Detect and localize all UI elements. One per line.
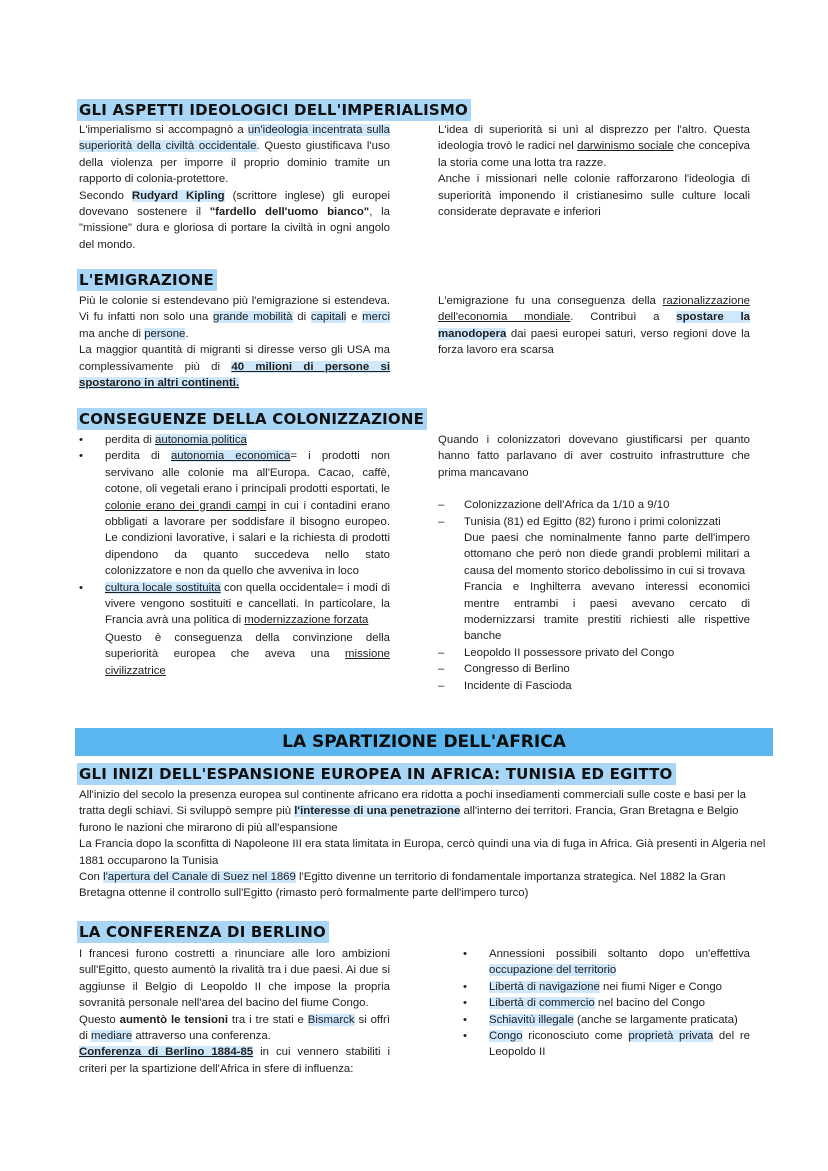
highlight: 40 milioni di persone si spostarono in altri continenti.	[79, 360, 391, 390]
heading-ideologici	[77, 99, 471, 121]
inizi-body	[79, 787, 773, 902]
dash-icon: –	[438, 646, 445, 659]
ideologici-right-column	[438, 122, 750, 220]
bullet-list	[463, 946, 750, 1061]
dash-icon: –	[438, 679, 445, 692]
paragraph: L'idea di superiorità si unì al disprezzo per l'altro. Questa ideologia trovò le radici nel darwinismo sociale che concepiva la storia come una lotta tra razze.	[438, 124, 750, 169]
ideologici-left-column	[79, 122, 390, 253]
paragraph: Questo aumentò le tensioni tra i tre stati e Bismarck si offrì di mediare attraverso una conferenza.	[79, 1013, 390, 1043]
paragraph: All'inizio del secolo la presenza europea sul continente africano era ridotta a pochi insediamenti commerciali sulle coste e basi per la tratta degli schiavi. Si sviluppò sempre più l'interesse di una penetrazione all'interno dei territori. Francia, Gran Bretagna e Belgio furono le nazioni che mirarono di più all'espansione	[79, 789, 746, 834]
list-item: – Incidente di Fascioda	[438, 678, 750, 694]
berlino-left-column	[79, 946, 390, 1077]
list-item: • perdita di autonomia economica= i prodotti non servivano alle colonie ma all'Europa. Cacao, caffè, cotone, oli vegetali erano i principali prodotti esportati, le colonie erano dei grandi campi in cui i contadini erano obbligati a lavorare per soddisfare il bisogno europeo. Le condizioni lavorative, i salari e la richiesta di prodotti dipendono da quanto succedeva nello stato colonizzatore e non da quello che avveniva in loco	[79, 450, 391, 578]
emigrazione-left-column	[79, 293, 390, 391]
paragraph: La maggior quantità di migranti si diresse verso gli USA ma complessivamente più di 40 milioni di persone si spostarono in altri continenti.	[79, 344, 391, 390]
highlight: un'ideologia incentrata sulla superiorità della civiltà occidentale	[79, 124, 390, 153]
section-title: L'EMIGRAZIONE	[77, 269, 217, 291]
list-item: • Schiavitù illegale (anche se largamente praticata)	[463, 1012, 750, 1028]
list-item: • Libertà di navigazione nei fiumi Niger e Congo	[463, 979, 750, 995]
paragraph: Più le colonie si estendevano più l'emigrazione si estendeva. Vi fu infatti non solo una grande mobilità di capitali e merci ma anche di persone.	[79, 295, 390, 340]
list-item: • perdita di autonomia politica	[79, 432, 390, 448]
highlight: Rudyard Kipling	[131, 189, 225, 202]
bullet-icon: •	[463, 980, 467, 993]
paragraph: Due paesi che nominalmente fanno parte dell'impero ottomano che però non diede grandi problemi militari a causa del momento storico debolissimo in cui si trovava	[464, 532, 750, 577]
list-item: • Annessioni possibili soltanto dopo un'effettiva occupazione del territorio	[463, 948, 750, 977]
dash-icon: –	[438, 499, 445, 512]
bullet-icon: •	[79, 434, 83, 446]
bullet-icon: •	[463, 1013, 467, 1026]
section-title: CONSEGUENZE DELLA COLONIZZAZIONE	[77, 408, 427, 430]
conseguenze-right-column	[438, 432, 750, 694]
paragraph: L'imperialismo si accompagnò a un'ideologia incentrata sulla superiorità della civiltà occidentale. Questo giustificava l'uso della violenza per imporre il proprio dominio tramite un rapporto di colonia-protettore.	[79, 124, 390, 186]
section-title: GLI INIZI DELL'ESPANSIONE EUROPEA IN AFRICA: TUNISIA ED EGITTO	[77, 763, 676, 785]
bold-text: "fardello dell'uomo bianco"	[209, 206, 370, 219]
bullet-icon: •	[463, 1030, 467, 1043]
bullet-list	[79, 432, 390, 679]
paragraph: Quando i colonizzatori dovevano giustificarsi per quanto hanno fatto parlavano di aver costruito infrastrutture che prima mancavano	[438, 434, 750, 479]
heading-berlino	[77, 921, 329, 943]
dash-icon: –	[438, 515, 445, 528]
bullet-icon: •	[79, 450, 83, 463]
paragraph: Francia e Inghilterra avevano interessi economici mentre entrambi i paesi avevano cercato di modernizzarsi tramite prestiti richiesti alle rispettive banche	[464, 581, 750, 643]
conseguenze-left-column	[79, 432, 390, 679]
section-title: LA CONFERENZA DI BERLINO	[77, 921, 329, 943]
list-item: • cultura locale sostituita con quella occidentale= i modi di vivere vengono sostituiti e cancellati. In particolare, la Francia avrà una politica di modernizzazione forzata Questo è conseguenza della convinzione della superiorità europea che aveva una missione civilizzatrice	[79, 580, 390, 679]
paragraph: Questo è conseguenza della convinzione della superiorità europea che aveva una missione civilizzatrice	[105, 631, 390, 677]
section-title: GLI ASPETTI IDEOLOGICI DELL'IMPERIALISMO	[77, 99, 471, 121]
bullet-icon: •	[463, 948, 467, 960]
paragraph: L'emigrazione fu una conseguenza della razionalizzazione dell'economia mondiale. Contribuì a spostare la manodopera dai paesi europei saturi, verso regioni dove la forza lavoro era scarsa	[438, 295, 750, 357]
paragraph: Con l'apertura del Canale di Suez nel 1869 l'Egitto divenne un territorio di fondamentale importanza strategica. Nel 1882 la Gran Bretagna ottenne il controllo sull'Egitto (rimasto però formalmente parte dell'impero turco)	[79, 871, 726, 900]
list-item: • Congo riconosciuto come proprietà privata del re Leopoldo II	[463, 1030, 750, 1059]
underlined-text: darwinismo sociale	[577, 140, 674, 153]
paragraph: La Francia dopo la sconfitta di Napoleone III era stata limitata in Europa, cercò quindi una via di fuga in Africa. Già presenti in Algeria nel 1881 occuparono la Tunisia	[79, 838, 766, 867]
emigrazione-right-column	[438, 293, 750, 359]
bullet-icon: •	[463, 997, 467, 1010]
paragraph: Secondo Rudyard Kipling (scrittore inglese) gli europei dovevano sostenere il "fardello dell'uomo bianco", la "missione" dura e gloriosa di portare la civiltà in ogni angolo del mondo.	[79, 189, 390, 251]
dash-icon: –	[438, 663, 445, 676]
heading-inizi	[77, 763, 676, 785]
paragraph: Conferenza di Berlino 1884-85 in cui vennero stabiliti i criteri per la spartizione dell'Africa in sfere di influenza:	[79, 1046, 390, 1075]
list-item: – Congresso di Berlino	[438, 661, 750, 677]
paragraph: Anche i missionari nelle colonie rafforzarono l'ideologia di superiorità imponendo il cristianesimo sulle culture locali considerate depravate e inferiori	[438, 173, 750, 219]
list-item: • Libertà di commercio nel bacino del Congo	[463, 995, 750, 1011]
paragraph: I francesi furono costretti a rinunciare alle loro ambizioni sull'Egitto, questo aumentò la rivalità tra i due paesi. Ai due si aggiunse il Belgio di Leopoldo II che impose la propria sovranità personale nell'area del bacino del fiume Congo.	[79, 948, 390, 1010]
list-item: – Colonizzazione dell'Africa da 1/10 a 9/10	[438, 497, 750, 513]
list-item: – Leopoldo II possessore privato del Congo	[438, 645, 750, 661]
list-item: – Tunisia (81) ed Egitto (82) furono i primi colonizzati Due paesi che nominalmente fanno parte dell'impero ottomano che però non diede grandi problemi militari a causa del momento storico debolissimo in cui si trovava Francia e Inghilterra avevano interessi economici mentre entrambi i paesi avevano cercato di modernizzarsi tramite prestiti richiesti alle rispettive banche	[438, 514, 750, 645]
heading-emigrazione	[77, 269, 217, 291]
bullet-icon: •	[79, 581, 83, 594]
berlino-right-column	[463, 946, 750, 1061]
heading-conseguenze	[77, 408, 427, 430]
dash-list	[438, 497, 750, 694]
chapter-banner: LA SPARTIZIONE DELL'AFRICA	[75, 728, 773, 756]
